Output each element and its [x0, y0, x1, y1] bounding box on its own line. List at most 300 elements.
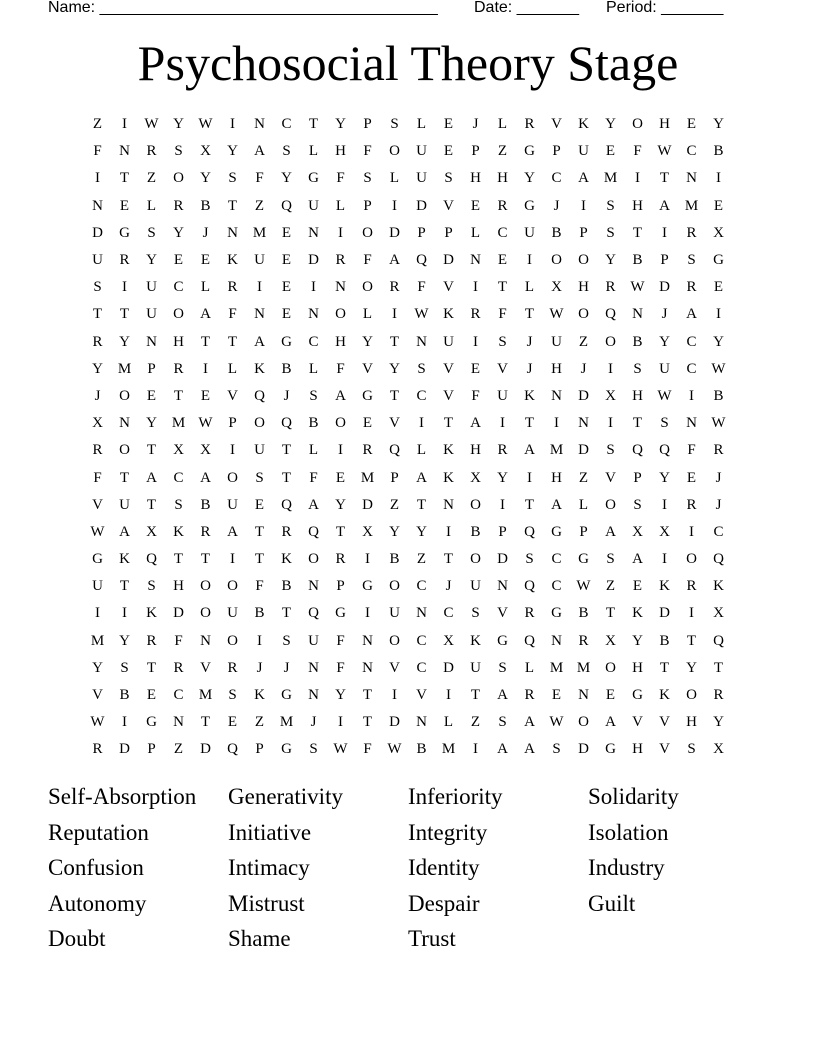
grid-letter[interactable]: K	[470, 632, 481, 649]
grid-letter[interactable]: G	[119, 224, 130, 241]
grid-letter[interactable]: L	[389, 170, 400, 187]
grid-letter[interactable]: L	[578, 496, 589, 513]
grid-letter[interactable]: L	[146, 197, 157, 214]
grid-letter[interactable]: Y	[389, 523, 400, 540]
grid-letter[interactable]: I	[500, 496, 505, 513]
grid-letter[interactable]: O	[227, 578, 238, 595]
grid-letter[interactable]: I	[392, 687, 397, 704]
grid-letter[interactable]: R	[389, 279, 400, 296]
grid-letter[interactable]: T	[146, 659, 157, 676]
grid-letter[interactable]: M	[549, 659, 564, 676]
grid-letter[interactable]: O	[308, 551, 319, 568]
grid-letter[interactable]: B	[713, 143, 724, 160]
grid-letter[interactable]: R	[119, 252, 130, 269]
grid-letter[interactable]: M	[171, 415, 186, 432]
grid-letter[interactable]: L	[308, 143, 319, 160]
grid-letter[interactable]: O	[335, 306, 346, 323]
grid-letter[interactable]: Q	[389, 442, 400, 459]
grid-letter[interactable]: X	[713, 741, 724, 758]
grid-letter[interactable]: K	[254, 687, 265, 704]
grid-letter[interactable]: S	[687, 252, 696, 269]
grid-letter[interactable]: I	[635, 170, 640, 187]
grid-letter[interactable]: F	[93, 469, 102, 486]
grid-letter[interactable]: W	[657, 387, 672, 404]
grid-letter[interactable]: I	[608, 415, 613, 432]
grid-letter[interactable]: T	[227, 197, 238, 214]
grid-letter[interactable]: Y	[659, 333, 670, 350]
grid-letter[interactable]: R	[92, 333, 103, 350]
grid-letter[interactable]: Y	[119, 632, 130, 649]
grid-letter[interactable]: Z	[416, 551, 427, 568]
grid-letter[interactable]: T	[173, 387, 184, 404]
grid-letter[interactable]: W	[333, 741, 348, 758]
grid-letter[interactable]: M	[90, 632, 105, 649]
grid-letter[interactable]: T	[713, 659, 724, 676]
grid-letter[interactable]: E	[497, 252, 508, 269]
grid-letter[interactable]: I	[257, 632, 262, 649]
grid-letter[interactable]: C	[686, 360, 697, 377]
grid-letter[interactable]: K	[524, 387, 535, 404]
grid-letter[interactable]: L	[524, 279, 535, 296]
grid-letter[interactable]: U	[443, 333, 454, 350]
grid-letter[interactable]: V	[227, 387, 238, 404]
grid-letter[interactable]: T	[200, 333, 211, 350]
grid-letter[interactable]: Y	[524, 170, 535, 187]
grid-letter[interactable]: P	[147, 741, 156, 758]
grid-letter[interactable]: Z	[389, 496, 400, 513]
grid-letter[interactable]: Q	[308, 605, 319, 622]
grid-letter[interactable]: S	[147, 578, 156, 595]
grid-letter[interactable]: A	[497, 687, 508, 704]
grid-letter[interactable]: Q	[524, 523, 535, 540]
grid-letter[interactable]: V	[497, 605, 508, 622]
grid-letter[interactable]: P	[471, 143, 480, 160]
grid-letter[interactable]: S	[498, 714, 507, 731]
grid-letter[interactable]: E	[470, 360, 481, 377]
grid-letter[interactable]: O	[605, 496, 616, 513]
grid-letter[interactable]: U	[146, 279, 157, 296]
grid-letter[interactable]: S	[606, 442, 615, 459]
grid-letter[interactable]: N	[146, 333, 157, 350]
grid-letter[interactable]: N	[632, 306, 643, 323]
grid-letter[interactable]: J	[310, 714, 317, 731]
grid-letter[interactable]: J	[472, 116, 479, 133]
grid-letter[interactable]: V	[632, 714, 643, 731]
grid-letter[interactable]: Y	[686, 659, 697, 676]
date-field[interactable]: Date: _______	[474, 0, 579, 16]
grid-letter[interactable]: X	[605, 632, 616, 649]
grid-letter[interactable]: Y	[713, 714, 724, 731]
grid-letter[interactable]: R	[524, 687, 535, 704]
grid-letter[interactable]: V	[659, 741, 670, 758]
grid-letter[interactable]: Y	[173, 224, 184, 241]
grid-letter[interactable]: U	[308, 632, 319, 649]
grid-letter[interactable]: J	[580, 360, 587, 377]
grid-letter[interactable]: F	[174, 632, 183, 649]
grid-letter[interactable]: N	[497, 578, 508, 595]
grid-letter[interactable]: N	[470, 252, 481, 269]
grid-letter[interactable]: P	[336, 578, 345, 595]
grid-letter[interactable]: E	[713, 279, 724, 296]
grid-letter[interactable]: J	[283, 387, 290, 404]
grid-letter[interactable]: O	[173, 306, 184, 323]
grid-letter[interactable]: E	[605, 687, 616, 704]
grid-letter[interactable]: T	[254, 523, 265, 540]
grid-letter[interactable]: V	[362, 360, 373, 377]
grid-letter[interactable]: O	[362, 279, 373, 296]
grid-letter[interactable]: Y	[146, 252, 157, 269]
grid-letter[interactable]: J	[445, 578, 452, 595]
grid-letter[interactable]: P	[147, 360, 156, 377]
grid-letter[interactable]: R	[335, 551, 346, 568]
grid-letter[interactable]: R	[281, 523, 292, 540]
grid-letter[interactable]: O	[254, 415, 265, 432]
grid-letter[interactable]: Q	[713, 632, 724, 649]
grid-letter[interactable]: F	[363, 143, 372, 160]
grid-letter[interactable]: I	[473, 741, 478, 758]
grid-letter[interactable]: N	[578, 687, 589, 704]
grid-letter[interactable]: O	[551, 252, 562, 269]
grid-letter[interactable]: R	[497, 197, 508, 214]
grid-letter[interactable]: A	[524, 714, 535, 731]
grid-letter[interactable]: Q	[227, 741, 238, 758]
grid-letter[interactable]: E	[362, 415, 373, 432]
grid-letter[interactable]: R	[713, 442, 724, 459]
grid-letter[interactable]: W	[630, 279, 645, 296]
grid-letter[interactable]: R	[686, 578, 697, 595]
grid-letter[interactable]: C	[497, 224, 508, 241]
grid-letter[interactable]: Y	[605, 252, 616, 269]
grid-letter[interactable]: I	[446, 687, 451, 704]
grid-letter[interactable]: P	[498, 523, 507, 540]
grid-letter[interactable]: B	[389, 551, 400, 568]
grid-letter[interactable]: O	[227, 469, 238, 486]
grid-letter[interactable]: F	[255, 578, 264, 595]
grid-letter[interactable]: K	[443, 469, 454, 486]
grid-letter[interactable]: K	[713, 578, 724, 595]
grid-letter[interactable]: O	[362, 224, 373, 241]
grid-letter[interactable]: Y	[200, 170, 211, 187]
grid-letter[interactable]: R	[146, 632, 157, 649]
grid-letter[interactable]: R	[146, 143, 157, 160]
grid-letter[interactable]: T	[119, 469, 130, 486]
grid-letter[interactable]: P	[579, 523, 588, 540]
grid-letter[interactable]: C	[173, 687, 184, 704]
grid-letter[interactable]: E	[227, 714, 238, 731]
grid-letter[interactable]: T	[605, 605, 616, 622]
grid-letter[interactable]: C	[173, 279, 184, 296]
grid-letter[interactable]: S	[309, 387, 318, 404]
grid-letter[interactable]: O	[119, 442, 130, 459]
grid-letter[interactable]: S	[174, 496, 183, 513]
grid-letter[interactable]: T	[416, 496, 427, 513]
grid-letter[interactable]: V	[659, 714, 670, 731]
grid-letter[interactable]: R	[578, 632, 589, 649]
grid-letter[interactable]: D	[389, 714, 400, 731]
grid-letter[interactable]: T	[659, 170, 670, 187]
grid-letter[interactable]: T	[92, 306, 103, 323]
grid-letter[interactable]: I	[608, 360, 613, 377]
grid-letter[interactable]: T	[686, 632, 697, 649]
grid-letter[interactable]: R	[524, 605, 535, 622]
grid-letter[interactable]: K	[659, 578, 670, 595]
grid-letter[interactable]: Z	[146, 170, 157, 187]
grid-letter[interactable]: D	[443, 252, 454, 269]
grid-letter[interactable]: I	[95, 605, 100, 622]
grid-letter[interactable]: P	[417, 224, 426, 241]
grid-letter[interactable]: Q	[416, 252, 427, 269]
grid-letter[interactable]: T	[524, 415, 535, 432]
grid-letter[interactable]: R	[173, 659, 184, 676]
grid-letter[interactable]: Y	[227, 143, 238, 160]
grid-letter[interactable]: I	[311, 279, 316, 296]
grid-letter[interactable]: U	[470, 659, 481, 676]
grid-letter[interactable]: A	[605, 714, 616, 731]
grid-letter[interactable]: U	[470, 578, 481, 595]
grid-letter[interactable]: Q	[146, 551, 157, 568]
grid-letter[interactable]: K	[254, 360, 265, 377]
grid-letter[interactable]: T	[146, 442, 157, 459]
grid-letter[interactable]: W	[414, 306, 429, 323]
grid-letter[interactable]: E	[443, 116, 454, 133]
grid-letter[interactable]: I	[95, 170, 100, 187]
grid-letter[interactable]: K	[443, 306, 454, 323]
grid-letter[interactable]: S	[120, 659, 129, 676]
grid-letter[interactable]: B	[659, 632, 670, 649]
grid-letter[interactable]: G	[362, 387, 373, 404]
grid-letter[interactable]: F	[336, 170, 345, 187]
grid-letter[interactable]: E	[470, 197, 481, 214]
grid-letter[interactable]: S	[228, 687, 237, 704]
grid-letter[interactable]: T	[632, 415, 643, 432]
grid-letter[interactable]: I	[500, 415, 505, 432]
grid-letter[interactable]: I	[662, 224, 667, 241]
grid-letter[interactable]: N	[416, 333, 427, 350]
grid-letter[interactable]: H	[335, 333, 346, 350]
grid-letter[interactable]: X	[200, 442, 211, 459]
grid-letter[interactable]: T	[362, 714, 373, 731]
grid-letter[interactable]: N	[200, 632, 211, 649]
grid-letter[interactable]: O	[335, 415, 346, 432]
grid-letter[interactable]: J	[202, 224, 209, 241]
grid-letter[interactable]: C	[173, 469, 184, 486]
grid-letter[interactable]: C	[686, 333, 697, 350]
grid-letter[interactable]: F	[417, 279, 426, 296]
grid-letter[interactable]: K	[119, 551, 130, 568]
grid-letter[interactable]: I	[473, 279, 478, 296]
name-field[interactable]: Name: ______________________________________	[48, 0, 438, 16]
grid-letter[interactable]: T	[389, 387, 400, 404]
grid-letter[interactable]: P	[255, 741, 264, 758]
grid-letter[interactable]: A	[470, 415, 481, 432]
grid-letter[interactable]: W	[144, 116, 159, 133]
grid-letter[interactable]: G	[497, 632, 508, 649]
grid-letter[interactable]: E	[686, 116, 697, 133]
grid-letter[interactable]: L	[227, 360, 238, 377]
grid-letter[interactable]: I	[446, 523, 451, 540]
grid-letter[interactable]: U	[227, 605, 238, 622]
grid-letter[interactable]: B	[200, 496, 211, 513]
grid-letter[interactable]: A	[605, 523, 616, 540]
grid-letter[interactable]: I	[689, 523, 694, 540]
grid-letter[interactable]: U	[416, 143, 427, 160]
grid-letter[interactable]: N	[173, 714, 184, 731]
grid-letter[interactable]: A	[524, 442, 535, 459]
grid-letter[interactable]: U	[659, 360, 670, 377]
grid-letter[interactable]: X	[362, 523, 373, 540]
grid-letter[interactable]: T	[497, 279, 508, 296]
grid-letter[interactable]: Y	[605, 116, 616, 133]
grid-letter[interactable]: R	[200, 523, 211, 540]
grid-letter[interactable]: O	[200, 578, 211, 595]
grid-letter[interactable]: N	[416, 714, 427, 731]
grid-letter[interactable]: O	[605, 333, 616, 350]
grid-letter[interactable]: N	[578, 415, 589, 432]
grid-letter[interactable]: S	[606, 197, 615, 214]
grid-letter[interactable]: J	[526, 333, 533, 350]
grid-letter[interactable]: G	[92, 551, 103, 568]
grid-letter[interactable]: O	[578, 714, 589, 731]
grid-letter[interactable]: A	[227, 523, 238, 540]
grid-letter[interactable]: V	[497, 360, 508, 377]
grid-letter[interactable]: F	[471, 387, 480, 404]
grid-letter[interactable]: S	[174, 143, 183, 160]
grid-letter[interactable]: C	[416, 632, 427, 649]
grid-letter[interactable]: H	[632, 197, 643, 214]
grid-letter[interactable]: T	[173, 551, 184, 568]
grid-letter[interactable]: A	[524, 741, 535, 758]
grid-letter[interactable]: X	[200, 143, 211, 160]
grid-letter[interactable]: P	[633, 469, 642, 486]
grid-letter[interactable]: E	[551, 687, 562, 704]
grid-letter[interactable]: W	[576, 578, 591, 595]
grid-letter[interactable]: S	[309, 741, 318, 758]
grid-letter[interactable]: X	[632, 523, 643, 540]
grid-letter[interactable]: I	[257, 279, 262, 296]
grid-letter[interactable]: X	[551, 279, 562, 296]
grid-letter[interactable]: N	[308, 659, 319, 676]
grid-letter[interactable]: H	[173, 333, 184, 350]
grid-letter[interactable]: P	[363, 116, 372, 133]
grid-letter[interactable]: B	[200, 197, 211, 214]
grid-letter[interactable]: K	[227, 252, 238, 269]
grid-letter[interactable]: C	[551, 170, 562, 187]
grid-letter[interactable]: T	[362, 687, 373, 704]
grid-letter[interactable]: N	[362, 632, 373, 649]
grid-letter[interactable]: Y	[92, 360, 103, 377]
grid-letter[interactable]: O	[389, 632, 400, 649]
grid-letter[interactable]: R	[686, 279, 697, 296]
grid-letter[interactable]: T	[146, 496, 157, 513]
grid-letter[interactable]: N	[119, 415, 130, 432]
grid-letter[interactable]: W	[711, 415, 726, 432]
grid-letter[interactable]: F	[633, 143, 642, 160]
grid-letter[interactable]: F	[336, 632, 345, 649]
grid-letter[interactable]: X	[443, 632, 454, 649]
grid-letter[interactable]: U	[389, 605, 400, 622]
grid-letter[interactable]: R	[686, 224, 697, 241]
grid-letter[interactable]: R	[92, 741, 103, 758]
grid-letter[interactable]: S	[363, 170, 372, 187]
grid-letter[interactable]: I	[581, 197, 586, 214]
grid-letter[interactable]: O	[578, 252, 589, 269]
grid-letter[interactable]: A	[254, 143, 265, 160]
grid-letter[interactable]: R	[92, 442, 103, 459]
grid-letter[interactable]: V	[92, 496, 103, 513]
grid-letter[interactable]: N	[308, 224, 319, 241]
grid-letter[interactable]: D	[578, 387, 589, 404]
grid-letter[interactable]: V	[443, 279, 454, 296]
grid-letter[interactable]: X	[713, 605, 724, 622]
grid-letter[interactable]: L	[416, 116, 427, 133]
grid-letter[interactable]: V	[416, 687, 427, 704]
grid-letter[interactable]: M	[603, 170, 618, 187]
grid-letter[interactable]: G	[524, 143, 535, 160]
grid-letter[interactable]: P	[552, 143, 561, 160]
grid-letter[interactable]: L	[308, 360, 319, 377]
grid-letter[interactable]: S	[606, 224, 615, 241]
grid-letter[interactable]: T	[470, 687, 481, 704]
grid-letter[interactable]: B	[578, 605, 589, 622]
grid-letter[interactable]: D	[389, 224, 400, 241]
grid-letter[interactable]: W	[90, 714, 105, 731]
grid-letter[interactable]: Z	[578, 333, 589, 350]
grid-letter[interactable]: R	[605, 279, 616, 296]
grid-letter[interactable]: F	[687, 442, 696, 459]
grid-letter[interactable]: N	[335, 279, 346, 296]
grid-letter[interactable]: T	[200, 714, 211, 731]
grid-letter[interactable]: Y	[497, 469, 508, 486]
grid-letter[interactable]: L	[416, 442, 427, 459]
grid-letter[interactable]: T	[281, 442, 292, 459]
grid-letter[interactable]: A	[254, 333, 265, 350]
grid-letter[interactable]: C	[686, 143, 697, 160]
grid-letter[interactable]: N	[308, 306, 319, 323]
grid-letter[interactable]: Y	[713, 333, 724, 350]
grid-letter[interactable]: P	[660, 252, 669, 269]
grid-letter[interactable]: M	[198, 687, 213, 704]
grid-letter[interactable]: X	[470, 469, 481, 486]
grid-letter[interactable]: E	[281, 252, 292, 269]
grid-letter[interactable]: G	[551, 605, 562, 622]
grid-letter[interactable]: P	[363, 197, 372, 214]
grid-letter[interactable]: E	[443, 143, 454, 160]
grid-letter[interactable]: I	[365, 605, 370, 622]
grid-letter[interactable]: D	[362, 496, 373, 513]
grid-letter[interactable]: Z	[470, 714, 481, 731]
grid-letter[interactable]: S	[687, 741, 696, 758]
grid-letter[interactable]: T	[281, 605, 292, 622]
grid-letter[interactable]: C	[416, 659, 427, 676]
grid-letter[interactable]: N	[416, 605, 427, 622]
grid-letter[interactable]: T	[200, 551, 211, 568]
grid-letter[interactable]: L	[200, 279, 211, 296]
grid-letter[interactable]: U	[416, 170, 427, 187]
grid-letter[interactable]: S	[444, 170, 453, 187]
grid-letter[interactable]: N	[92, 197, 103, 214]
grid-letter[interactable]: X	[659, 523, 670, 540]
grid-letter[interactable]: W	[549, 306, 564, 323]
grid-letter[interactable]: T	[389, 333, 400, 350]
grid-letter[interactable]: J	[553, 197, 560, 214]
grid-letter[interactable]: P	[579, 224, 588, 241]
grid-letter[interactable]: G	[605, 741, 616, 758]
grid-letter[interactable]: Y	[389, 360, 400, 377]
grid-letter[interactable]: A	[659, 197, 670, 214]
grid-letter[interactable]: R	[362, 442, 373, 459]
grid-letter[interactable]: X	[146, 523, 157, 540]
grid-letter[interactable]: N	[308, 687, 319, 704]
